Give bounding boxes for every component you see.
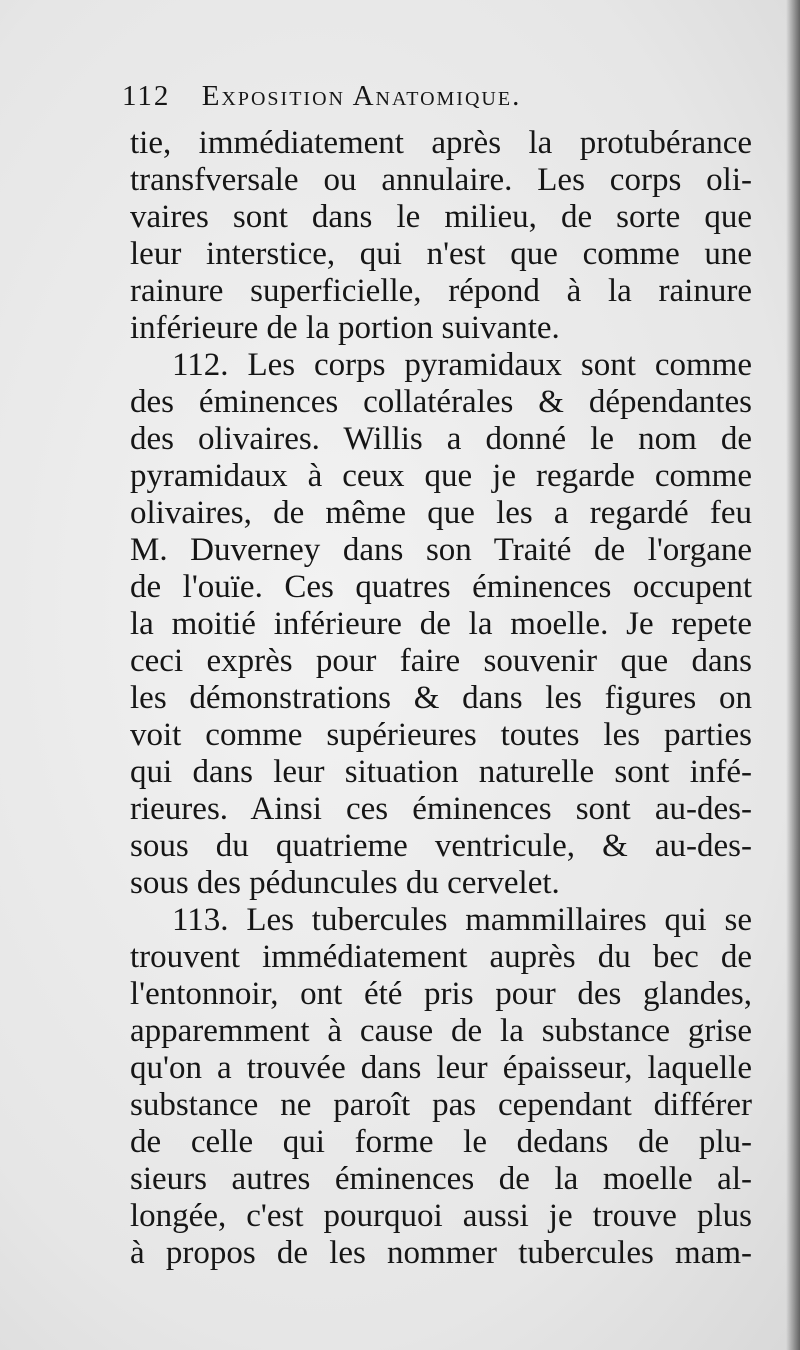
text-line: des éminences collatérales & dépendantes [130, 384, 752, 420]
text-line: rieures. Ainsi ces éminences sont au-des- [130, 791, 752, 827]
text-line: apparemment à cause de la substance grise [130, 1013, 752, 1049]
text-line: qui dans leur situation naturelle sont infé- [130, 754, 752, 790]
text-line: l'entonnoir, ont été pris pour des glandes, [130, 976, 752, 1012]
text-line: M. Duverney dans son Traité de l'organe [130, 532, 752, 568]
text-line: la moitié inférieure de la moelle. Je repete [130, 606, 752, 642]
text-line: olivaires, de même que les a regardé feu [130, 495, 752, 531]
text-line: tie, immédiatement après la protubérance [130, 125, 752, 161]
running-title: Exposition Anatomique. [201, 80, 522, 112]
paragraph-start-112: 112. Les corps pyramidaux sont comme [172, 347, 752, 383]
text-line: qu'on a trouvée dans leur épaisseur, laquelle [130, 1050, 752, 1086]
text-line: les démonstrations & dans les figures on [130, 680, 752, 716]
text-line: sous du quatrieme ventricule, & au-des- [130, 828, 752, 864]
text-line: à propos de les nommer tubercules mam- [130, 1235, 752, 1271]
text-line: leur interstice, qui n'est que comme une [130, 236, 752, 272]
text-line: inférieure de la portion suivante. [130, 310, 560, 346]
text-line: longée, c'est pourquoi aussi je trouve plus [130, 1198, 752, 1234]
text-line: pyramidaux à ceux que je regarde comme [130, 458, 752, 494]
text-line: transfversale ou annulaire. Les corps oli- [130, 162, 752, 198]
text-line: rainure superficielle, répond à la rainure [130, 273, 752, 309]
page-header [122, 80, 652, 113]
paragraph-start-113: 113. Les tubercules mammillaires qui se [172, 902, 752, 938]
text-line: trouvent immédiatement auprès du bec de [130, 939, 752, 975]
text-line: voit comme supérieures toutes les parties [130, 717, 752, 753]
text-line: sous des péduncules du cervelet. [130, 865, 560, 901]
text-line: de celle qui forme le dedans de plu- [130, 1124, 752, 1160]
page-number: 112 [122, 80, 171, 112]
text-line: substance ne paroît pas cependant différer [130, 1087, 752, 1123]
text-line: vaires sont dans le milieu, de sorte que [130, 199, 752, 235]
page-edge-shadow [786, 0, 800, 1350]
text-line: de l'ouïe. Ces quatres éminences occupent [130, 569, 752, 605]
text-line: sieurs autres éminences de la moelle al- [130, 1161, 752, 1197]
text-line: ceci exprès pour faire souvenir que dans [130, 643, 752, 679]
text-line: des olivaires. Willis a donné le nom de [130, 421, 752, 457]
